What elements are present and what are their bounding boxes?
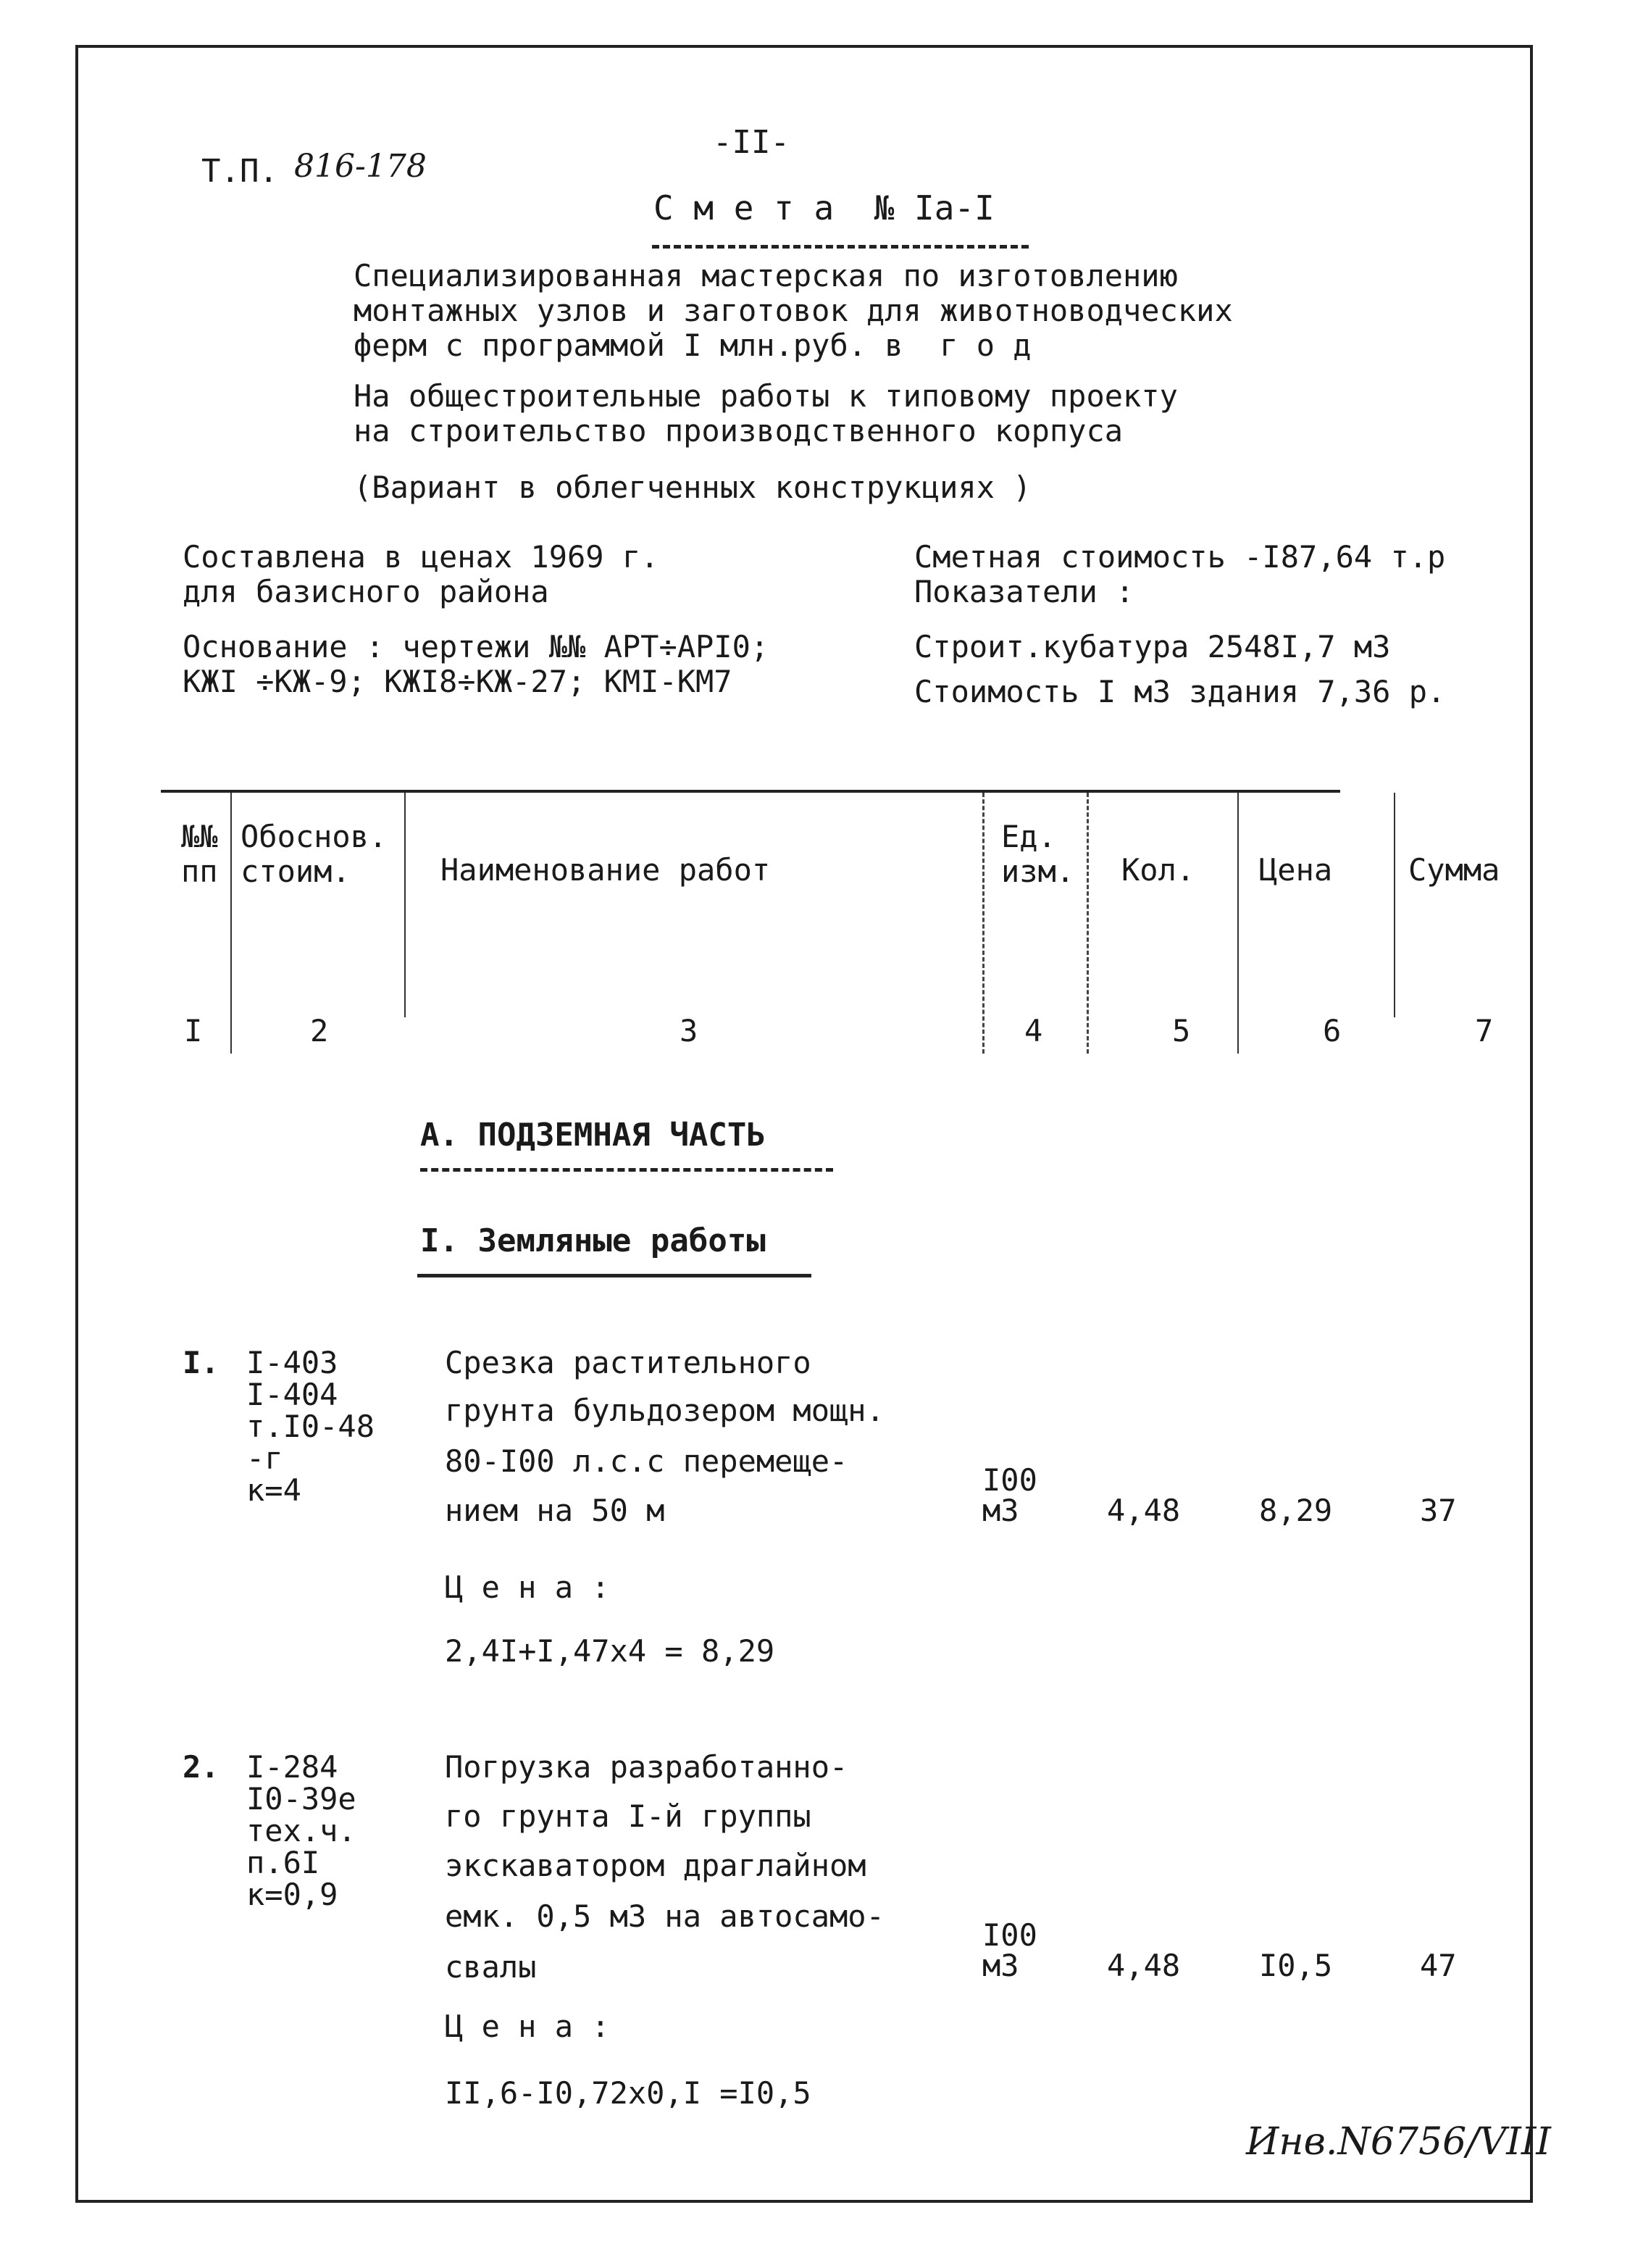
item-1-price-label: Ц е н а : (445, 1569, 610, 1605)
col-number-1: I (184, 1013, 203, 1048)
description-line-4: На общестроительные работы к типовому проекту (354, 378, 1178, 414)
item-2-basis-line: п.6I (246, 1845, 320, 1880)
info-base-region: для базисного района (183, 574, 549, 609)
item-1-basis-line: I-404 (246, 1377, 338, 1412)
item-2-number: 2. (183, 1749, 220, 1785)
subsection-title: I. Земляные работы (420, 1222, 766, 1259)
item-2-price-formula: II,6-I0,72х0,I =I0,5 (445, 2075, 811, 2111)
item-1-price: 8,29 (1259, 1493, 1333, 1528)
item-2-name-line: го грунта I-й группы (445, 1798, 811, 1834)
item-1-sum: 37 (1420, 1493, 1457, 1528)
item-1-basis-line: I-403 (246, 1345, 338, 1380)
col-divider-2 (404, 793, 406, 1017)
item-2-qty: 4,48 (1107, 1948, 1181, 1983)
item-1-name-line: грунта бульдозером мощн. (445, 1393, 885, 1428)
col-divider-5 (1237, 793, 1239, 1054)
item-1-name-line: Срезка растительного (445, 1345, 811, 1380)
info-basis-drawings-cont: КЖI ÷КЖ-9; КЖI8÷КЖ-27; КМI-КМ7 (183, 664, 732, 699)
item-1-qty: 4,48 (1107, 1493, 1181, 1528)
table-top-rule (161, 790, 1340, 793)
item-1-name-line: 80-I00 л.с.с перемеще- (445, 1443, 848, 1479)
col-divider-1 (230, 793, 232, 1054)
item-2-price: I0,5 (1259, 1948, 1333, 1983)
inventory-stamp: Инв.N6756/VIII (1246, 2120, 1551, 2164)
item-2-name-line: экскаватором драглайном (445, 1848, 866, 1883)
item-2-unit-line: I00 (982, 1917, 1037, 1953)
header-qty: Кол. (1121, 852, 1195, 888)
item-2-unit-line: м3 (982, 1948, 1019, 1983)
item-2-basis-line: I-284 (246, 1749, 338, 1785)
subsection-underline (417, 1274, 811, 1277)
description-line-3: ферм с программой I млн.руб. в г о д (354, 328, 1032, 363)
col-number-3: 3 (680, 1013, 698, 1048)
indicators-label: Показатели : (914, 574, 1134, 609)
header-num-a: №№ (181, 819, 218, 854)
info-prices-year: Составлена в ценах 1969 г. (183, 539, 659, 575)
description-line-1: Специализированная мастерская по изготовлению (354, 258, 1178, 293)
item-1-unit-line: м3 (982, 1493, 1019, 1528)
header-unit-b: изм. (1001, 854, 1075, 889)
header-sum: Сумма (1408, 852, 1500, 888)
part-title-underline (420, 1168, 833, 1172)
item-2-basis-line: к=0,9 (246, 1877, 338, 1912)
item-1-unit-line: I00 (982, 1462, 1037, 1498)
item-1-basis-line: т.I0-48 (246, 1409, 375, 1444)
item-1-number: I. (183, 1345, 220, 1380)
item-2-sum: 47 (1420, 1948, 1457, 1983)
page-number: -II- (713, 124, 790, 161)
item-2-price-label: Ц е н а : (445, 2009, 610, 2044)
col-number-6: 6 (1323, 1013, 1342, 1048)
item-1-basis-line: к=4 (246, 1472, 301, 1508)
header-price: Цена (1259, 852, 1333, 888)
header-basis-b: стоим. (241, 854, 351, 889)
item-2-name-line: Погрузка разработанно- (445, 1749, 848, 1785)
project-label: Т.П. (201, 153, 278, 190)
document-title: С м е т а № Iа-I (653, 188, 995, 228)
item-2-basis-line: I0-39е (246, 1781, 356, 1817)
col-divider-3 (982, 793, 984, 1054)
project-number: 816-178 (294, 148, 427, 185)
item-2-name-line: емк. 0,5 м3 на автосамо- (445, 1898, 885, 1934)
title-underline (652, 245, 1029, 249)
item-1-basis-line: -г (246, 1441, 283, 1476)
col-number-5: 5 (1172, 1013, 1191, 1048)
header-unit-a: Ед. (1001, 819, 1056, 854)
item-1-price-formula: 2,4I+I,47х4 = 8,29 (445, 1633, 775, 1669)
item-1-name-line: нием на 50 м (445, 1493, 665, 1528)
part-title: А. ПОДЗЕМНАЯ ЧАСТЬ (420, 1117, 766, 1154)
col-number-4: 4 (1024, 1013, 1043, 1048)
col-divider-6 (1394, 793, 1395, 1017)
col-number-7: 7 (1475, 1013, 1494, 1048)
item-2-name-line: свалы (445, 1949, 537, 1985)
col-divider-4 (1087, 793, 1089, 1054)
description-line-6: (Вариант в облегченных конструкциях ) (354, 470, 1032, 505)
header-work-name: Наименование работ (440, 852, 771, 888)
col-number-2: 2 (310, 1013, 329, 1048)
building-volume: Строит.кубатура 2548I,7 м3 (914, 629, 1391, 664)
item-2-basis-line: тех.ч. (246, 1813, 356, 1848)
cost-per-m3: Стоимость I м3 здания 7,36 р. (914, 674, 1446, 709)
info-basis-drawings: Основание : чертежи №№ АРТ÷АРI0; (183, 629, 769, 664)
header-basis-a: Обоснов. (241, 819, 388, 854)
description-line-2: монтажных узлов и заготовок для животноводческих (354, 293, 1233, 328)
estimated-cost: Сметная стоимость -I87,64 т.р (914, 539, 1446, 575)
header-num-b: пп (181, 854, 218, 889)
description-line-5: на строительство производственного корпуса (354, 413, 1124, 449)
